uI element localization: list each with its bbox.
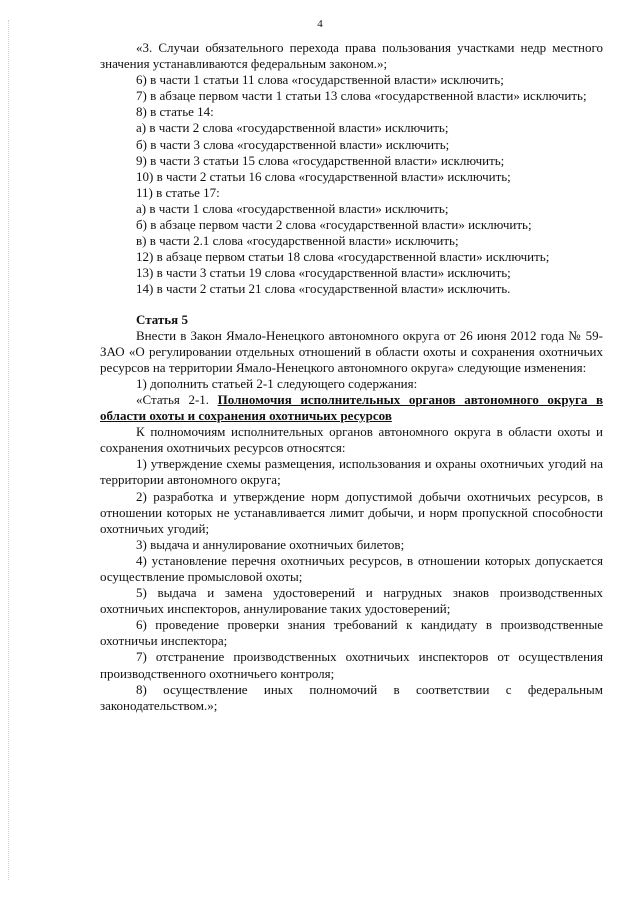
paragraph: б) в абзаце первом части 2 слова «государственной власти» исключить; (136, 217, 532, 233)
paragraph: 6) проведение проверки знания требований к кандидату в производственные охотничьи инспектора; (100, 617, 603, 649)
paragraph: 7) в абзаце первом части 1 статьи 13 слова «государственной власти» исключить; (136, 88, 587, 104)
paragraph: Внести в Закон Ямало-Ненецкого автономного округа от 26 июня 2012 года № 59-ЗАО «О регулировании отдельных отношений в области охоты и сохранения охотничьих ресурсов на территории Ямало-Ненецкого автономного округа» следующие изменения: (100, 327, 603, 375)
paragraph: К полномочиям исполнительных органов автономного округа в области охоты и сохранения охотничьих ресурсов относятся: (100, 424, 603, 456)
paragraph: 5) выдача и замена удостоверений и нагрудных знаков производственных охотничьих инспекторов, аннулирование таких удостоверений; (100, 585, 603, 617)
paragraph: 1) утверждение схемы размещения, использования и охраны охотничьих угодий на территории автономного округа; (100, 456, 603, 488)
paragraph: 13) в части 3 статьи 19 слова «государственной власти» исключить; (136, 265, 511, 281)
article-heading: Статья 5 (136, 311, 188, 327)
paragraph: 1) дополнить статьей 2-1 следующего содержания: (136, 375, 418, 391)
paragraph: 2) разработка и утверждение норм допустимой добычи охотничьих ресурсов, в отношении которых не устанавливается лимит добычи, и норм пропускной способности охотничьих угодий; (100, 488, 603, 536)
paragraph: а) в части 1 слова «государственной власти» исключить; (136, 200, 449, 216)
paragraph: 14) в части 2 статьи 21 слова «государственной власти» исключить. (136, 281, 511, 297)
new-article-title-bold: Полномочия исполнительных органов автономного округа в области охоты и сохранения охотничьих ресурсов (100, 391, 603, 424)
paragraph: 12) в абзаце первом статьи 18 слова «государственной власти» исключить; (136, 249, 550, 265)
paragraph: 11) в статье 17: (136, 184, 220, 200)
paragraph: «3. Случаи обязательного перехода права пользования участками недр местного значения устанавливаются федеральным законом.»; (100, 40, 603, 72)
scan-margin-dots (8, 20, 10, 880)
paragraph: 6) в части 1 статьи 11 слова «государственной власти» исключить; (136, 72, 504, 88)
paragraph: 7) отстранение производственных охотничьих инспекторов от осуществления производственного охотничьего контроля; (100, 649, 603, 681)
paragraph: в) в части 2.1 слова «государственной власти» исключить; (136, 233, 459, 249)
amendments-list (100, 40, 603, 298)
paragraph: а) в части 2 слова «государственной власти» исключить; (136, 120, 449, 136)
paragraph: 10) в части 2 статьи 16 слова «государственной власти» исключить; (136, 168, 511, 184)
paragraph: 8) в статье 14: (136, 104, 214, 120)
paragraph: б) в части 3 слова «государственной власти» исключить; (136, 136, 450, 152)
paragraph: 8) осуществление иных полномочий в соответствии с федеральным законодательством.»; (100, 681, 603, 713)
paragraph: 9) в части 3 статьи 15 слова «государственной власти» исключить; (136, 152, 505, 168)
paragraph: 3) выдача и аннулирование охотничьих билетов; (136, 536, 405, 552)
article-5-body (100, 328, 603, 714)
new-article-title: «Статья 2-1. Полномочия исполнительных органов автономного округа в области охоты и сохранения охотничьих ресурсов (100, 391, 603, 424)
page-number: 4 (317, 18, 323, 30)
paragraph: 4) установление перечня охотничьих ресурсов, в отношении которых допускается осуществление промысловой охоты; (100, 552, 603, 584)
document-body (100, 40, 603, 714)
